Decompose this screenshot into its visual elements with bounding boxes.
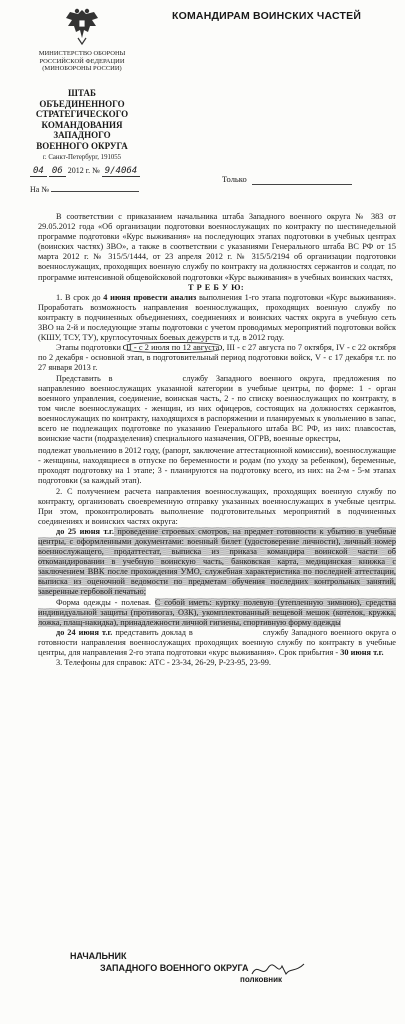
paragraph-2: 2. С получением расчета направления военнослужащих, проходящих военную службу по контракту, организовать своевременную отправку указанных военнослужащих в учебные центры. При этом, проконтролировать выполнение подготовительных мероприятий в подчиненных соединениях и воинских частях округа:	[38, 486, 396, 526]
paragraph-submit: Представить в службу Западного военного округа, предложения по направлению военнослужащих указанной категории в учебные центры, по форме: 1 - орган военного управления, соединение, воинская часть, 2 - по списку военнослужащих по контракту, в том числе военнослужащих - женщин, из них офицеров, состоящих на должностях сержантов, военнослужащих по контракту, находящихся в распоряжении и планируемых к увольнению в запас, всего не подлежащих подготовке по указанию Генерального штаба ВС РФ, из них: плавсостав, воинские части (подразделения) специального назначения, ОГРВ, военные оркестры,	[38, 373, 396, 444]
paragraph-report: до 24 июня т.г. представить доклад в службу Западного военного округа о готовности направления военнослужащих проходящих военную службу по контракту в учебные центры, для направления 2-го этапа подготовки «курс выживания». Срок прибытия - 30 июня т.г.	[38, 627, 397, 658]
date-line	[30, 166, 210, 176]
highlighted-equipment: С собой иметь: куртку полевую (утепленную зимнюю), средства индивидуальной защиты (противогаз, ОЗК), укомплектованный вещевой мешок (котелок, кружка, ложка, плащ-накидка), принадлежности личной гигиены, спортивную форму одежды	[38, 597, 396, 627]
reference-number-line: На №	[30, 184, 150, 194]
highlighted-documents: проведение строевых смотров, на предмет готовности к убытию в учебные центры, с оформленными документами: военный билет (удостоверение личности), личный номер военнослужащего, продаттестат, выписка из приказа командира воинской части об откомандировании в учебную воинскую часть, банковская карта, медицинская книжка с заключением ВВК после прохождения УМО, служебная характеристика по последней аттестации, выписка из оценочной ведомости по предметам обучения последних контрольных занятий, заверенные гербовой печатью;	[38, 526, 396, 597]
paragraph-1: 1. В срок до 4 июня провести анализ выполнения 1-го этапа подготовки «Курс выживания». Проработать возможность направления военнослужащих, проходящих военную службу по контракту в подчиненных объединениях, соединениях и воинских частях округа в учебную сеть ЗВО на 2-й и последующие этапы подготовки с учетом проводимых мероприятий подготовки войск (КШУ, ТСУ, ТУ), круглосуточных боевых дежурств и т.д. в 2012 году.	[38, 292, 396, 343]
paragraph-intro: В соответствии с приказанием начальника штаба Западного военного округа № 383 от 29.05.2012 года «Об организации подготовки военнослужащих по контракту по шестинедельной программе подготовки «Курс выживания» на последующих этапах подготовки в учебных центрах (воинских частях) ЗВО», а также в соответствии с указаниями Генерального штаба ВС РФ от 15 марта 2012 г. № 315/5/1444, от 23 апреля 2012 г. № 315/5/2194 об организации подготовки военнослужащих, проходящих военную службу по контракту на должностях сержантов и солдат, по программе интенсивной общевойсковой подготовки «Курс выживания» в учебных воинских частях,	[38, 212, 396, 282]
paragraph-dismissal: подлежат увольнению в 2012 году, (рапорт, заключение аттестационной комиссии), военнослужащие - женщины, находящиеся в отпуске по беременности и родам (по уходу за ребенком), беременные, проходят подготовку на 1 этапе; 3 - планируются на подготовку всего, из них: на 2-м - 5-м этапах подготовки (за каждый этап).	[38, 446, 396, 486]
city-address: г. Санкт-Петербург, 191055	[42, 154, 122, 161]
document-number: 9/4064	[102, 166, 141, 177]
demand-heading: Т Р Е Б У Ю:	[188, 282, 245, 292]
addressee: КОМАНДИРАМ ВОИНСКИХ ЧАСТЕЙ	[172, 10, 362, 22]
eagle-emblem-icon	[60, 4, 104, 48]
only-underline	[252, 184, 352, 185]
date-year: 2012 г. №	[67, 166, 100, 175]
signature-block: НАЧАЛЬНИК ЗАПАДНОГО ВОЕННОГО ОКРУГА полковник	[70, 951, 283, 984]
handwritten-signature	[248, 960, 308, 980]
ministry-header: МИНИСТЕРСТВО ОБОРОНЫ РОССИЙСКОЙ ФЕДЕРАЦИИ (МИНОБОРОНЫ РОССИИ)	[38, 50, 126, 73]
date-month: 06	[49, 166, 66, 177]
document-body	[38, 212, 396, 668]
headquarters-title: ШТАБ ОБЪЕДИНЕННОГО СТРАТЕГИЧЕСКОГО КОМАНДОВАНИЯ ЗАПАДНОГО ВОЕННОГО ОКРУГА	[35, 88, 129, 151]
paragraph-phones: 3. Телефоны для справок: АТС - 23-34, 26-29, Р-23-95, 23-99.	[56, 658, 271, 668]
paragraph-uniform: Форма одежды - полевая. С собой иметь: куртку полевую (утепленную зимнюю), средства индивидуальной защиты (противогаз, ОЗК), укомплектованный вещевой мешок (котелок, кружка, ложка, плащ-накидка), принадлежности личной гигиены, спортивную форму одежды	[38, 597, 396, 627]
only-label: Только	[222, 174, 247, 184]
date-day: 04	[30, 166, 47, 177]
paragraph-stages: Этапы подготовки II - с 2 июля по 12 августа , III - с 27 августа по 7 октября, IV - с 22 октября по 2 декабря - основной этап, в подготовительный период подготовки войск, V - с 17 декабря т.г. по 27 января 2013 г.	[38, 343, 396, 373]
paragraph-inspection: до 25 июня т.г. проведение строевых смотров, на предмет готовности к убытию в учебные центры, с оформленными документами: военный билет (удостоверение личности), личный номер военнослужащего, продаттестат, выписка из приказа командира воинской части об откомандировании в учебную воинскую часть, банковская карта, медицинская книжка с заключением ВВК после прохождения УМО, служебная характеристика по последней аттестации, выписка из оценочной ведомости по предметам обучения последних контрольных занятий, заверенные гербовой печатью;	[38, 526, 396, 597]
